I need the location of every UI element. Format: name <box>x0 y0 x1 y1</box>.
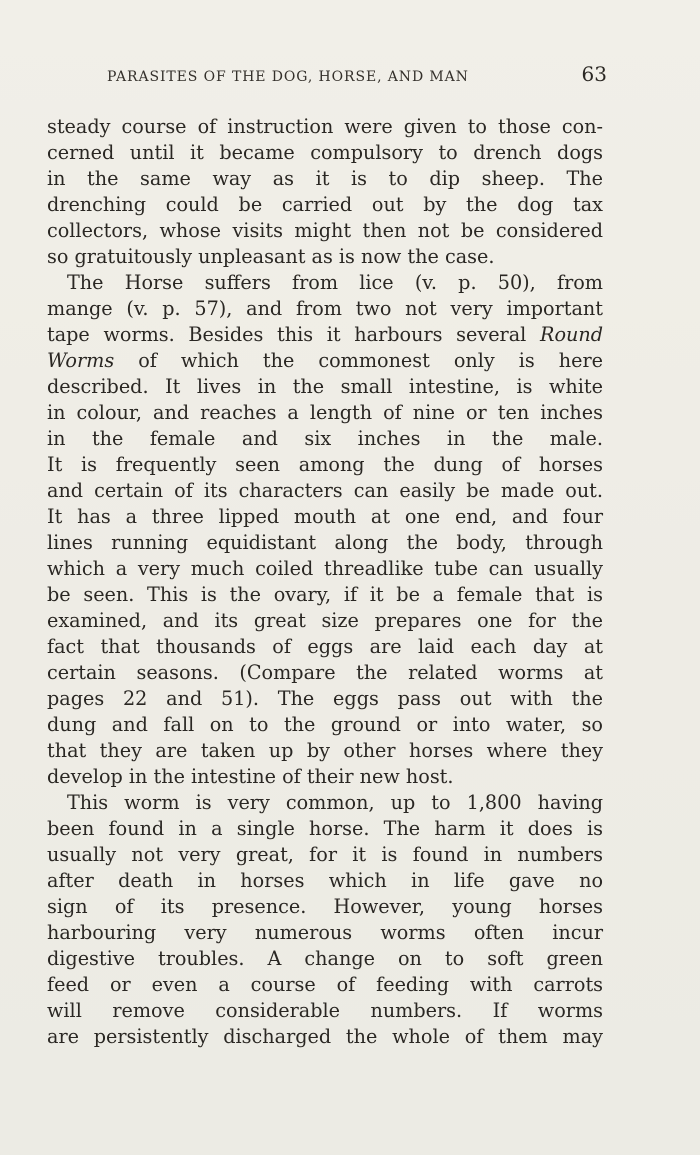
text-line: in colour, and reaches a length of nine or ten inches <box>47 401 603 424</box>
text-line: so gratuitously unpleasant as is now the case. <box>47 245 495 268</box>
text-line: feed or even a course of feeding with carrots <box>47 973 603 996</box>
text-line: develop in the intestine of their new host. <box>47 765 454 788</box>
text-line: The Horse suffers from lice (v. p. 50), from <box>67 271 603 294</box>
text-line: It has a three lipped mouth at one end, and four <box>47 505 603 528</box>
text-line: This worm is very common, up to 1,800 having <box>67 791 603 814</box>
text-line: in the same way as it is to dip sheep. The <box>47 167 603 190</box>
text-line: are persistently discharged the whole of them may <box>47 1025 603 1048</box>
running-title: PARASITES OF THE DOG, HORSE, AND MAN <box>107 69 469 85</box>
text-line: been found in a single horse. The harm it does is <box>47 817 603 840</box>
text-line-with-italic <box>47 322 603 348</box>
text-line: harbouring very numerous worms often incur <box>47 921 603 944</box>
text-line: dung and fall on to the ground or into water, so <box>47 713 603 736</box>
text-fragment: tape worms. Besides this it harbours several <box>47 323 527 346</box>
text-line-with-italic <box>47 348 603 374</box>
text-line: be seen. This is the ovary, if it be a female that is <box>47 583 603 606</box>
paragraph-2 <box>47 270 603 790</box>
text-line: drenching could be carried out by the dog tax <box>47 193 603 216</box>
text-line: which a very much coiled threadlike tube can usually <box>47 557 603 580</box>
text-line: in the female and six inches in the male. <box>47 427 603 450</box>
body-text <box>47 114 603 1050</box>
text-line: fact that thousands of eggs are laid each day at <box>47 635 603 658</box>
paragraph-3 <box>47 790 603 1050</box>
page-number: 63 <box>581 62 607 86</box>
text-line: digestive troubles. A change on to soft green <box>47 947 603 970</box>
text-line: sign of its presence. However, young horses <box>47 895 603 918</box>
italic-term: Worms <box>47 349 115 372</box>
text-line: and certain of its characters can easily be made out. <box>47 479 603 502</box>
text-line: usually not very great, for it is found in numbers <box>47 843 603 866</box>
text-line: after death in horses which in life gave no <box>47 869 603 892</box>
text-line: It is frequently seen among the dung of horses <box>47 453 603 476</box>
text-line: cerned until it became compulsory to drench dogs <box>47 141 603 164</box>
text-fragment: of which the commonest only is here <box>114 349 603 372</box>
text-line: described. It lives in the small intestine, is white <box>47 375 603 398</box>
italic-term: Round <box>540 323 603 346</box>
paragraph-1 <box>47 114 603 270</box>
text-line: certain seasons. (Compare the related worms at <box>47 661 603 684</box>
text-line: steady course of instruction were given to those con- <box>47 115 603 138</box>
text-line: lines running equidistant along the body, through <box>47 531 603 554</box>
text-line: that they are taken up by other horses where they <box>47 739 603 762</box>
text-line: collectors, whose visits might then not be considered <box>47 219 603 242</box>
text-line: mange (v. p. 57), and from two not very important <box>47 297 603 320</box>
text-line: pages 22 and 51). The eggs pass out with the <box>47 687 603 710</box>
running-head <box>107 62 607 102</box>
text-line: examined, and its great size prepares one for the <box>47 609 603 632</box>
text-line: will remove considerable numbers. If worms <box>47 999 603 1022</box>
